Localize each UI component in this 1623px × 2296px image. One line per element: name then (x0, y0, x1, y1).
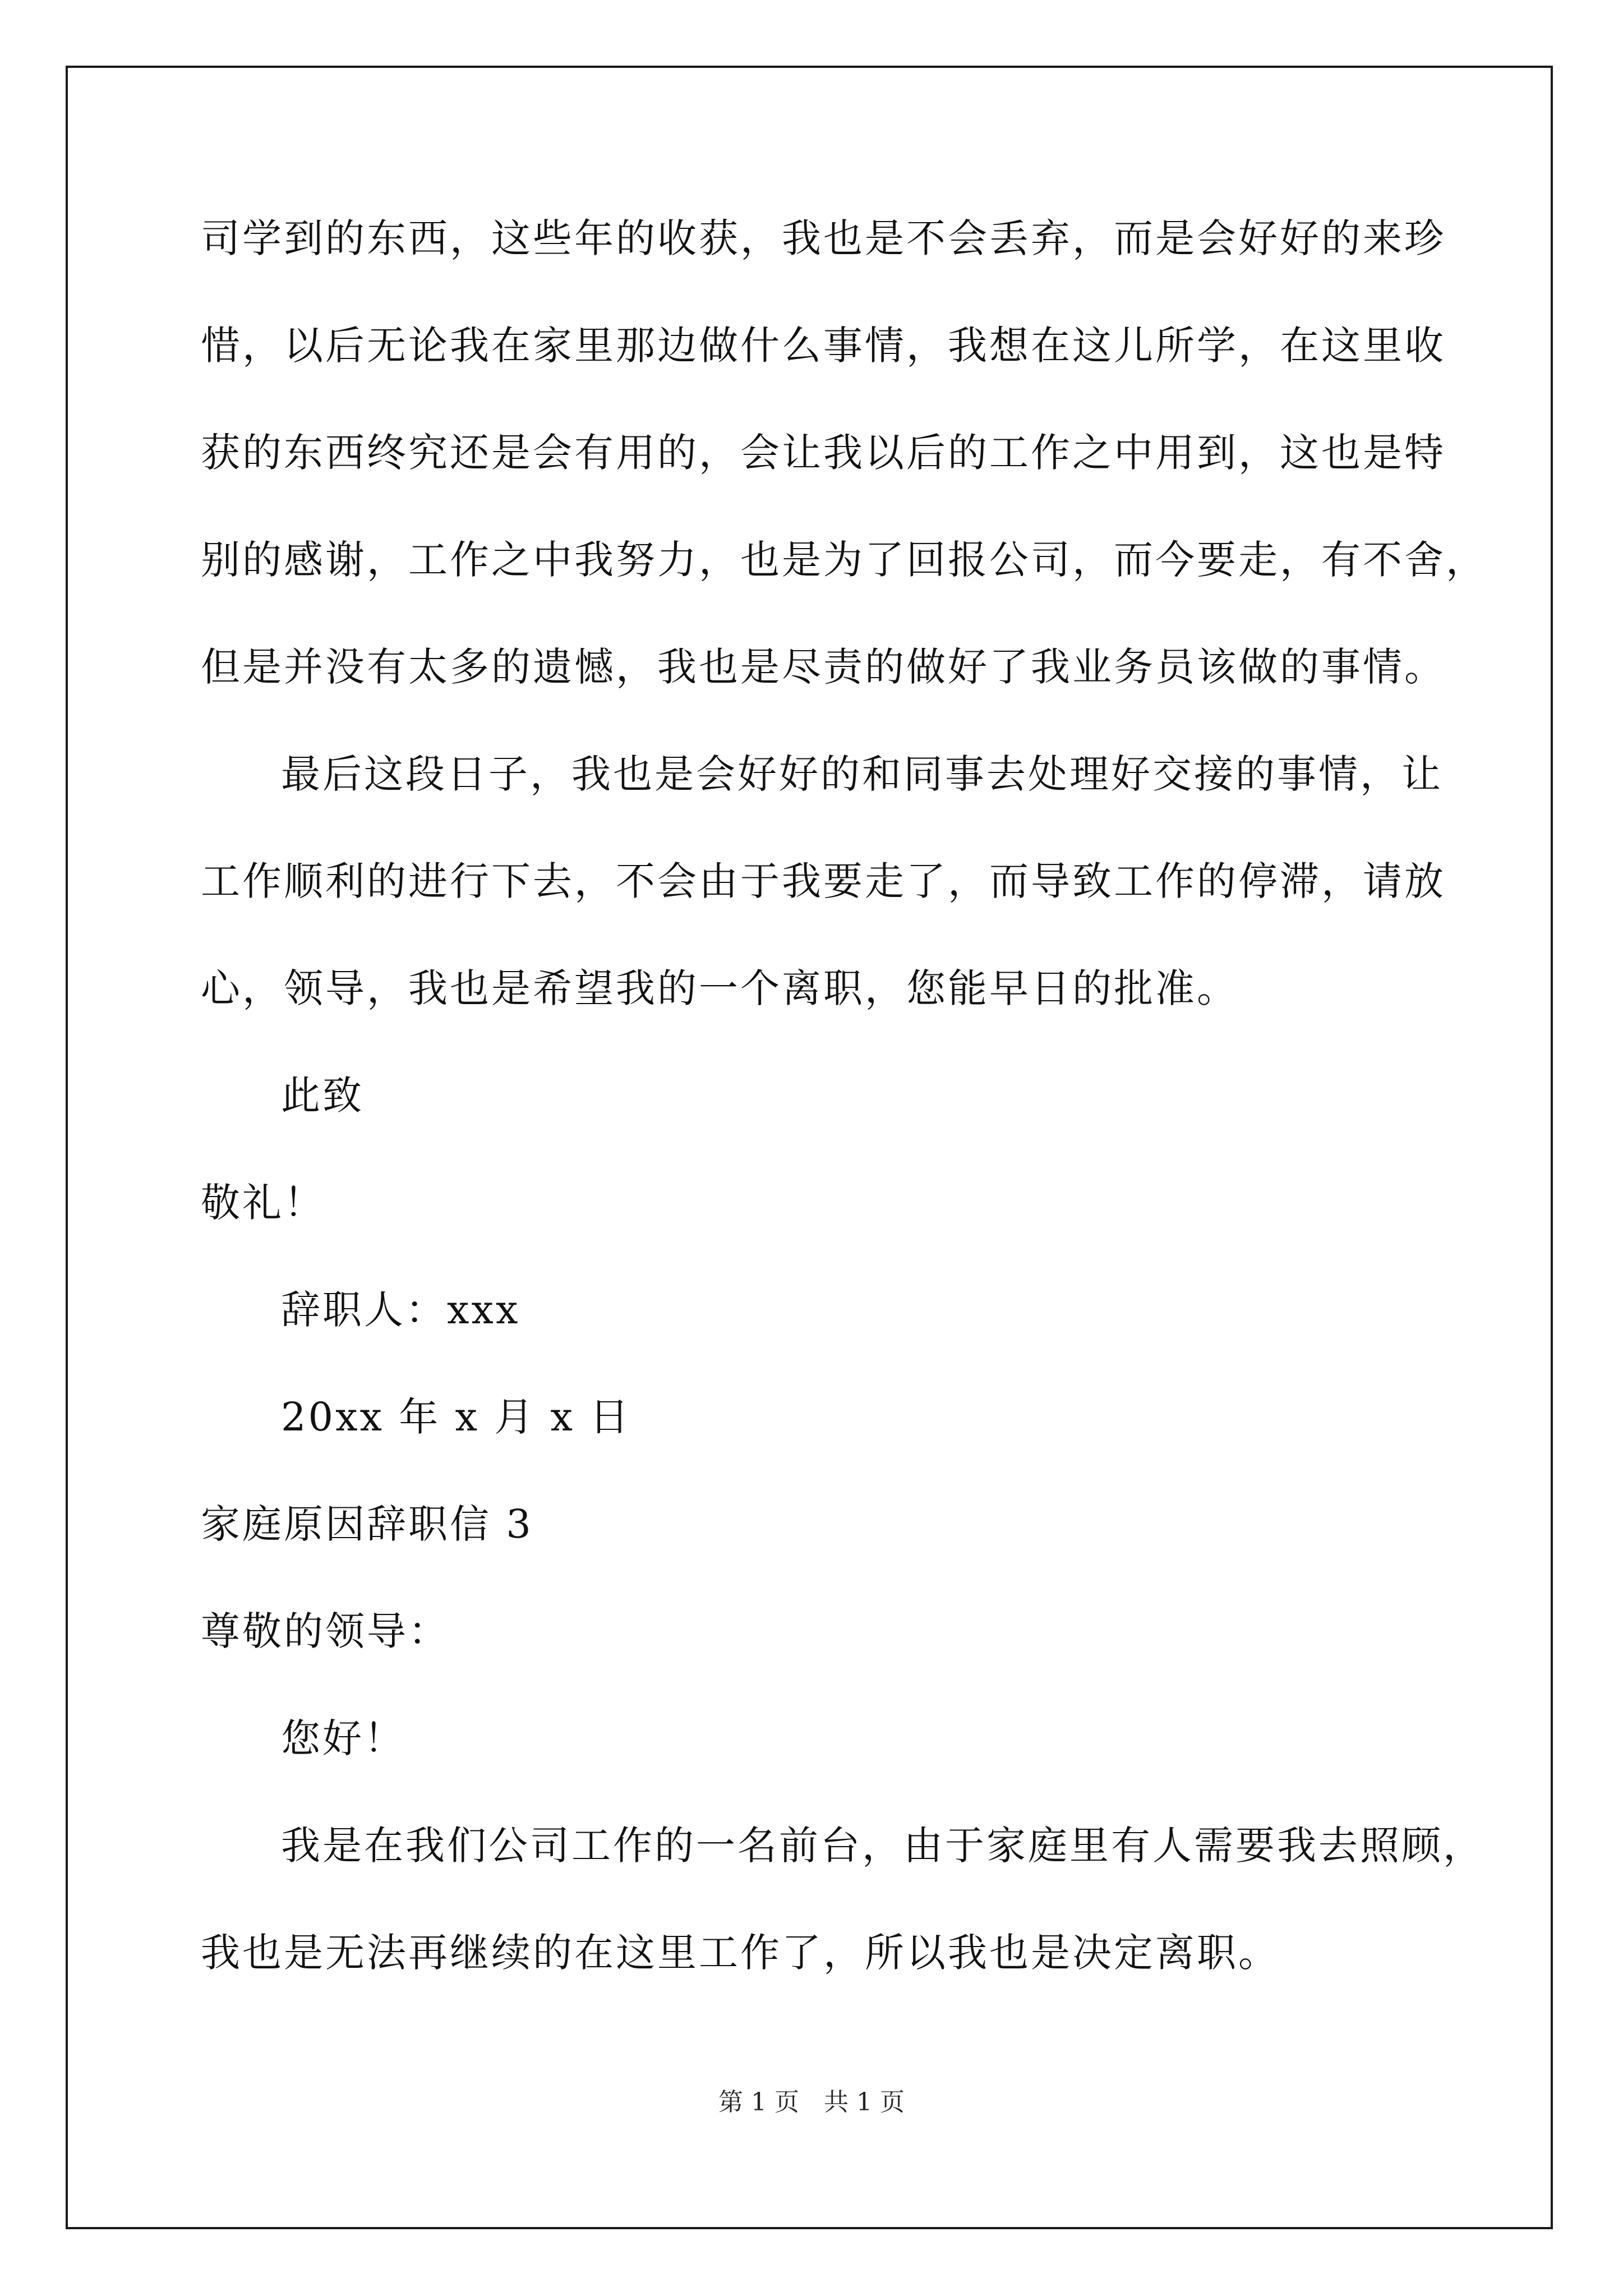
paragraph-line: 惜，以后无论我在家里那边做什么事情，我想在这儿所学，在这里收 (201, 323, 1446, 369)
page-border (66, 66, 1553, 2229)
page-total: 共 1 页 (824, 2088, 905, 2116)
paragraph-line: 心，领导，我也是希望我的一个离职，您能早日的批准。 (201, 965, 1238, 1011)
paragraph-line: 最后这段日子，我也是会好好的和同事去处理好交接的事情，让 (281, 751, 1443, 797)
paragraph-line: 我也是无法再继续的在这里工作了，所以我也是决定离职。 (201, 1930, 1280, 1976)
paragraph-line: 我是在我们公司工作的一名前台，由于家庭里有人需要我去照顾， (281, 1823, 1484, 1869)
page-footer (0, 2086, 1623, 2119)
paragraph-line: 但是并没有太多的遗憾，我也是尽责的做好了我业务员该做的事情。 (201, 644, 1446, 690)
page-number: 第 1 页 (718, 2088, 799, 2116)
paragraph-line: 获的东西终究还是会有用的，会让我以后的工作之中用到，这也是特 (201, 430, 1446, 476)
paragraph-line: 工作顺利的进行下去，不会由于我要走了，而导致工作的停滞，请放 (201, 858, 1446, 904)
closing-regards: 敬礼！ (201, 1180, 325, 1226)
date-line: 20xx 年 x 月 x 日 (281, 1394, 631, 1440)
greeting-line: 尊敬的领导： (201, 1608, 450, 1654)
section-title: 家庭原因辞职信 3 (201, 1501, 533, 1547)
paragraph-line: 司学到的东西，这些年的收获，我也是不会丢弃，而是会好好的来珍 (201, 215, 1446, 261)
paragraph-line: 别的感谢，工作之中我努力，也是为了回报公司，而今要走，有不舍， (201, 537, 1487, 583)
greeting-line: 您好！ (281, 1715, 405, 1761)
closing-salutation: 此致 (281, 1073, 364, 1119)
signature-line: 辞职人：xxx (281, 1287, 520, 1333)
